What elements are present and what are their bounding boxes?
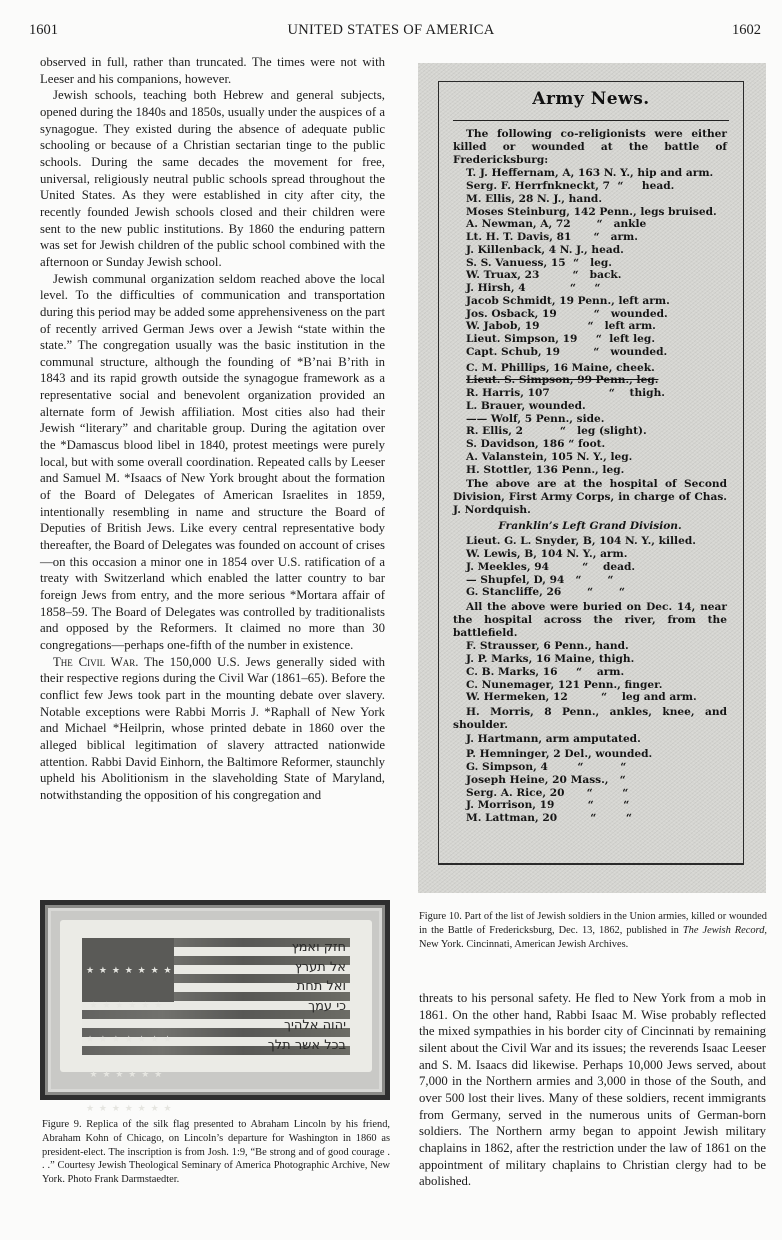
publication-title: The Jewish Record, [682, 924, 768, 936]
list-item: H. Morris, 8 Penn., ankles, knee, and shoulder. [453, 706, 727, 731]
list-item: H. Stottler, 136 Penn., leg. [466, 463, 625, 476]
list-item: —— Wolf, 5 Penn., side. [466, 412, 605, 425]
list-item: S. Davidson, 186 “ foot. [466, 438, 606, 450]
list-item: Serg. A. Rice, 20 “ “ [466, 786, 629, 799]
figure-9-flag-photo [40, 900, 392, 1113]
figure-10-newspaper-clipping [418, 63, 766, 893]
list-item: Jacob Schmidt, 19 Penn., left arm. [466, 294, 670, 307]
figure-9-caption: Figure 9. Replica of the silk flag presented to Abraham Lincoln by his friend, Abraham Kohn of Chicago, on Lincoln’s departure for Washington in 1860 as president-elect. The inscription is from Josh. 1:9, “Be strong and of good courage . . .” Courtesy Jewish Theological Seminary of America Photographic Archive, New York. Photo Frank Darmstaedter. [42, 1119, 390, 1186]
list-item: M. Ellis, 28 N. J., hand. [466, 192, 603, 205]
page-number-right: 1602 [732, 22, 761, 38]
list-item: A. Newman, A, 72 “ ankle [466, 218, 647, 231]
list-item: A. Valanstein, 105 N. Y., leg. [466, 450, 633, 463]
list-item: W. Truax, 23 “ back. [466, 269, 622, 282]
division-subheading: Franklin’s Left Grand Division. [498, 519, 682, 532]
paragraph-jewish-schools: Jewish schools, teaching both Hebrew and general subjects, opened during the 1840s and 1850s, usually under the auspices of a synagogue. They existed during the absence of adequate public schooling or because of a Christian sectarian tinge to the public schools. During the same decades the movement for free, universal, religiously neutral public schools spread throughout the United States. As they were established in city after city, the recently founded Jewish schools closed and their children were sent to the new public institutions. By 1860 the enduring pattern was set for Jewish children of the public school combined with the afternoon or Sunday Jewish school. [40, 88, 385, 269]
list-item: W. Jabob, 19 “ left arm. [466, 320, 656, 333]
page-number-left: 1601 [29, 22, 58, 38]
list-item: F. Strausser, 6 Penn., hand. [466, 640, 629, 653]
list-item: Lieut. G. L. Snyder, B, 104 N. Y., killed. [466, 535, 696, 548]
list-item: Serg. F. Herrfnkneckt, 7 “ head. [466, 180, 675, 192]
list-item: J. Morrison, 19 “ “ [466, 799, 630, 812]
paragraph: observed in full, rather than truncated. The times were not with Leeser and his companions, however. [40, 55, 385, 86]
flag-canton [82, 938, 174, 1113]
list-item: T. J. Heffernam, A, 163 N. Y., hip and arm. [466, 167, 714, 180]
list-item: Lt. H. T. Davis, 81 “ arm. [466, 231, 638, 243]
list-item: P. Hemninger, 2 Del., wounded. [466, 748, 653, 761]
paragraph: threats to his personal safety. He fled to New York from a mob in 1861. On the other hand, Rabbi Isaac M. Wise probably reflected the mixed sympathies in his border city of Cincinnati by remaining silent about the Civil War and its issues; the reverends Isaac Leeser and S. M. Isaacs did likewise. Perhaps 10,000 Jews served, about 7,000 in the Northern armies and 3,000 in those of the South, and over 500 lost their lives. Many of these soldiers, recent immigrants from Germany, served in the numerous units of German-born soldiers. The Northern army began to appoint Jewish military chaplains in 1862, after the restriction under the law of 1861 on the appointment of military chaplains to Christian clergy had to be abolished. [419, 991, 766, 1189]
list-item: C. M. Phillips, 16 Maine, cheek. [466, 361, 655, 374]
list-item: J. Hirsh, 4 “ “ [466, 282, 601, 294]
running-header [0, 22, 782, 42]
paragraph-communal-organization: Jewish communal organization seldom reached above the local level. To the difficulties of communication and transportation during this period may be added some apprehensiveness on the part of recently arrived German Jews over a Jewish “state within the state.” The congregation usually was the basic institution in the communal structure, although the founding of *B’nai B’rith in 1843 and its rapid growth outside the synagogue framework as a representative social and benevolent organization provided an alternate form of Jewish affiliation. Most cities also had their Jewish “literary” and charitable group. During the agitation over the *Damascus blood libel in 1840, protest meetings were purely local, but with some overall coordination. Repeated calls by Leeser and Samuel M. *Isaacs of New York brought about the formation of the Board of Delegates of American Israelites in 1859, intentionally resembling in name and structure the Board of Deputies of British Jews. Like every central representative body thereafter, the Board of Delegates was founded on account of crises—on this occasion a minor one in 1854 over U.S. ratification of a treaty with Switzerland which enabled the latter country to bar foreign Jews from entry, and the more serious *Mortara affair of 1858–59. The Board of Delegates was controlled by traditionalists and opposed by the Reformers. It claimed no more than 30 congregations—perhaps one-fifth of the number in existence. [40, 271, 385, 652]
paragraph-civil-war [40, 654, 385, 804]
hospital-note: The above are at the hospital of Second Division, First Army Corps, in charge of Chas. J. Nordquish. [453, 478, 727, 516]
list-item: S. S. Vanuess, 15 “ leg. [466, 256, 612, 269]
right-column-text [419, 990, 766, 1190]
list-item: G. Stancliffe, 26 “ “ [466, 586, 626, 599]
running-title: UNITED STATES OF AMERICA [287, 22, 495, 38]
list-item: L. Brauer, wounded. [466, 399, 586, 412]
clipping-border [438, 81, 744, 865]
section-heading-civil-war: The Civil War. [53, 654, 139, 669]
list-item: R. Ellis, 2 “ leg (slight). [466, 425, 647, 438]
list-item: J. P. Marks, 16 Maine, thigh. [466, 653, 635, 665]
list-item-struck: Lieut. S. Simpson, 99 Penn., leg. [466, 374, 659, 387]
list-item: C. B. Marks, 16 “ arm. [466, 665, 625, 678]
left-column-text [40, 54, 385, 804]
title-rule [453, 120, 729, 121]
list-item: Moses Steinburg, 142 Penn., legs bruised. [466, 205, 717, 218]
list-item: W. Lewis, B, 104 N. Y., arm. [466, 548, 628, 560]
list-item: Capt. Schub, 19 “ wounded. [466, 345, 668, 358]
star-icons: ★ ★ ★ ★ ★ ★ ★ ★ ★ ★ ★ ★ ★ ★ ★ ★ ★ ★ ★ ★ ★ ★ ★ ★ ★ ★ ★ ★ ★ ★ ★ ★ ★ [86, 965, 173, 1113]
burial-note: All the above were buried on Dec. 14, near the hospital across the river, from the battlefield. [453, 601, 727, 639]
list-item: — Shupfel, D, 94 “ “ [466, 573, 614, 586]
list-item: Lieut. Simpson, 19 “ left leg. [466, 333, 656, 345]
flag [82, 938, 350, 1113]
list-item: J. Meekles, 94 “ dead. [466, 560, 636, 573]
list-item: Joseph Heine, 20 Mass., “ [466, 773, 626, 786]
list-item: M. Lattman, 20 “ “ [466, 812, 632, 824]
list-item: C. Nunemager, 121 Penn., finger. [466, 678, 663, 691]
list-item: Jos. Osback, 19 “ wounded. [466, 307, 668, 320]
list-item: J. Hartmann, arm amputated. [466, 732, 641, 745]
figure-10-caption: Figure 10. Part of the list of Jewish soldiers in the Union armies, killed or wounded in the Battle of Fredericksburg, Dec. 13, 1862, published in The Jewish Record, New York. Cincinnati, American Jewish Archives. [419, 911, 768, 950]
clipping-intro: The following co-religionists were either killed or wounded at the battle of Fredericksburg: [453, 128, 727, 166]
civil-war-text: The 150,000 U.S. Jews generally sided with their respective regions during the Civil War (1861–65). Before the conflict few Jews took part in the mounting debate over slavery. Notable exceptions were Rabbi Morris J. *Raphall of New York and Michael *Heilprin, whose printed debate in 1860 over the alleged biblical legitimation of slavery attracted nationwide attention. Rabbi David Einhorn, the Baltimore Reformer, staunchly upheld his Abolitionism in the slaveholding State of Maryland, notwithstanding the opposition of his congregation and [40, 654, 385, 802]
list-item: R. Harris, 107 “ thigh. [466, 387, 665, 399]
list-item: G. Simpson, 4 “ “ [466, 761, 627, 773]
list-item: J. Killenback, 4 N. J., head. [466, 243, 624, 256]
clipping-title: Army News. [532, 89, 650, 109]
list-item: W. Hermeken, 12 “ leg and arm. [466, 691, 697, 704]
hebrew-inscription: חזק ואמץ אל תערץ ואל תחת כי עמך יהוה אלהיך בכל אשר תלך [267, 940, 346, 1053]
casualty-list [453, 126, 727, 825]
